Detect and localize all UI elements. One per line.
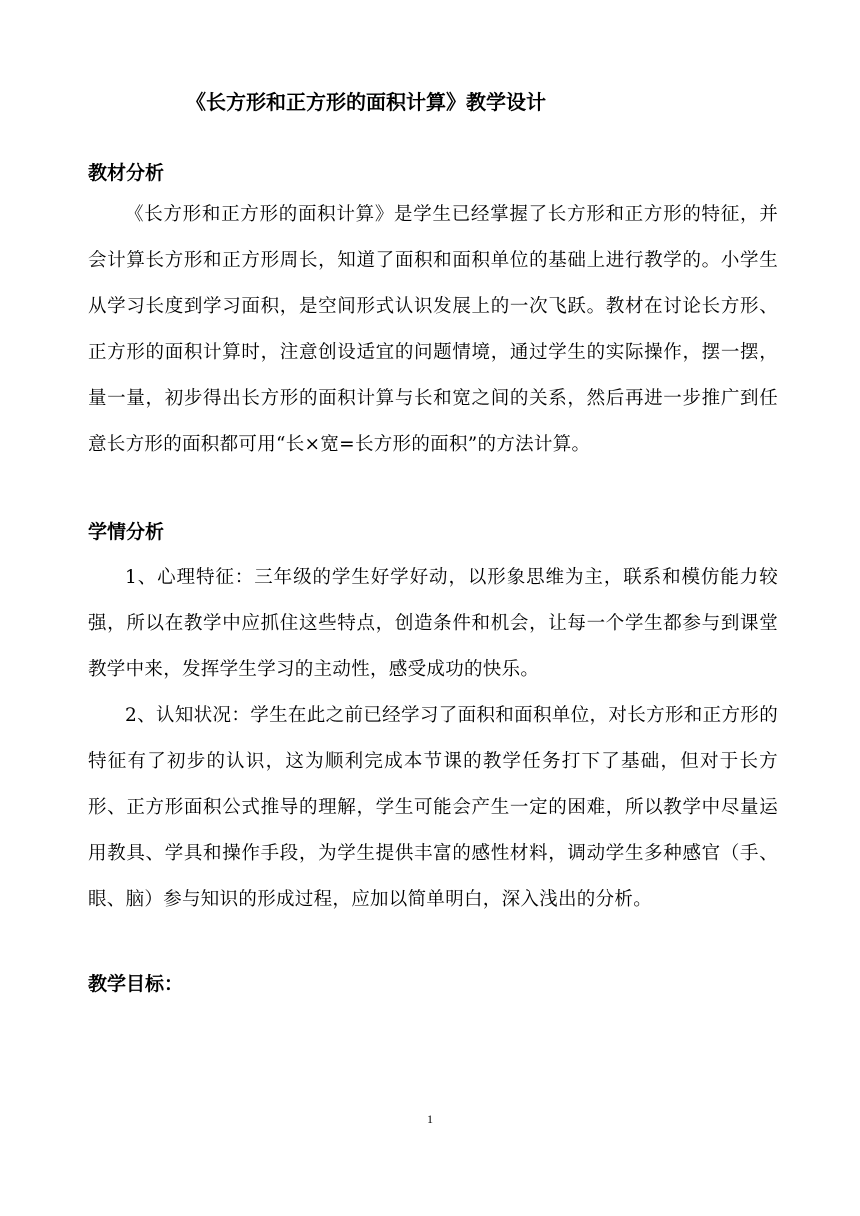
paragraph-psychological-traits: 1、心理特征：三年级的学生好学好动，以形象思维为主，联系和模仿能力较强，所以在教学中应抓住这些特点，创造条件和机会，让每一个学生都参与到课堂教学中来，发挥学生学习的主动性，感受成功的快乐。 [88, 567, 778, 680]
section-heading-textbook-analysis: 教材分析 [88, 162, 165, 184]
page-number: 1 [427, 1112, 433, 1126]
section-heading-student-analysis: 学情分析 [88, 521, 165, 543]
paragraph-textbook-analysis: 《长方形和正方形的面积计算》是学生已经掌握了长方形和正方形的特征，并会计算长方形和正方形周长，知道了面积和面积单位的基础上进行教学的。小学生从学习长度到学习面积，是空间形式认识发展上的一次飞跃。教材在讨论长方形、正方形的面积计算时，注意创设适宜的问题情境，通过学生的实际操作，摆一摆，量一量，初步得出长方形的面积计算与长和宽之间的关系，然后再进一步推广到任意长方形的面积都可用“长×宽=长方形的面积”的方法计算。 [88, 204, 778, 455]
document-title: 《长方形和正方形的面积计算》教学设计 [186, 90, 546, 114]
section-heading-teaching-objectives: 教学目标： [88, 973, 184, 995]
paragraph-cognitive-status: 2、认知状况：学生在此之前已经学习了面积和面积单位，对长方形和正方形的特征有了初步的认识，这为顺利完成本节课的教学任务打下了基础，但对于长方形、正方形面积公式推导的理解，学生可能会产生一定的困难，所以教学中尽量运用教具、学具和操作手段，为学生提供丰富的感性材料，调动学生多种感官（手、眼、脑）参与知识的形成过程，应加以简单明白，深入浅出的分析。 [88, 705, 778, 910]
